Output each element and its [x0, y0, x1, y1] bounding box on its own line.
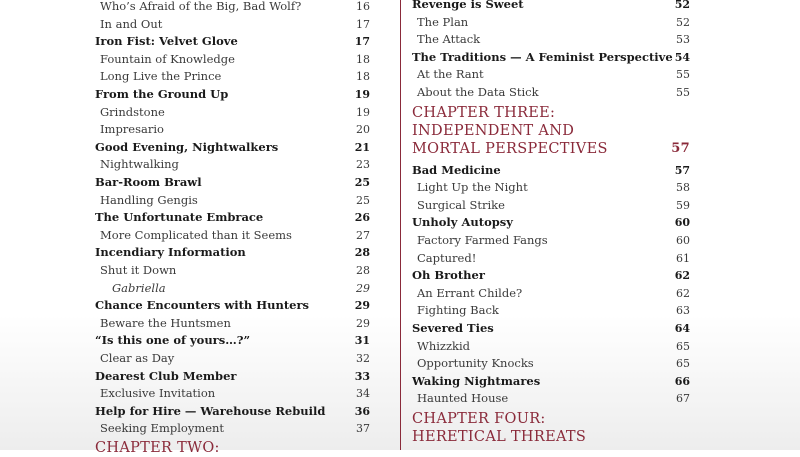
- toc-subsection-entry[interactable]: [412, 302, 690, 319]
- toc-entry-title: The Plan: [417, 14, 469, 29]
- toc-subsection-entry[interactable]: [95, 192, 370, 209]
- toc-entry-page: 21: [354, 140, 370, 154]
- toc-entry-title: Haunted House: [417, 391, 509, 406]
- toc-subsection-entry[interactable]: [412, 390, 690, 407]
- toc-entry-title: Severed Ties: [412, 321, 494, 335]
- chapter-heading[interactable]: [412, 410, 690, 446]
- toc-entry-page: 65: [676, 357, 690, 371]
- toc-entry-title: Oh Brother: [412, 268, 485, 283]
- toc-entry-page: 27: [356, 228, 370, 242]
- toc-entry-title: Impresario: [100, 122, 164, 137]
- toc-entry-page: 52: [676, 15, 690, 29]
- toc-entry-title: Incendiary Information: [95, 245, 246, 260]
- toc-entry-page: 33: [354, 369, 370, 383]
- toc-subsection-entry[interactable]: [412, 66, 690, 83]
- chapter-heading[interactable]: [95, 439, 370, 457]
- toc-entry-page: 20: [356, 123, 370, 137]
- toc-subsection-entry[interactable]: [95, 385, 370, 402]
- toc-section-entry[interactable]: [95, 297, 370, 314]
- toc-entry-title: The Unfortunate Embrace: [95, 210, 264, 225]
- toc-section-entry[interactable]: [95, 86, 370, 103]
- toc-entry-title: An Errant Childe?: [417, 285, 523, 300]
- toc-entry-title: Shut it Down: [100, 263, 177, 277]
- toc-entry-title: Nightwalking: [100, 157, 179, 172]
- toc-subsection-entry[interactable]: [412, 285, 690, 302]
- toc-section-entry[interactable]: [95, 332, 370, 349]
- toc-section-entry[interactable]: [95, 244, 370, 261]
- toc-subsection-entry[interactable]: [95, 262, 370, 279]
- toc-entry-title: Clear as Day: [100, 351, 175, 365]
- toc-subsection-entry[interactable]: [412, 250, 690, 267]
- toc-subsection-entry[interactable]: [95, 51, 370, 68]
- toc-section-entry[interactable]: [95, 174, 370, 191]
- toc-subsection-entry[interactable]: [95, 280, 370, 297]
- chapter-heading-line: INDEPENDENT AND: [412, 122, 575, 139]
- toc-subsection-entry[interactable]: [412, 31, 690, 48]
- toc-section-entry[interactable]: [95, 33, 370, 50]
- toc-entry-title: Beware the Huntsmen: [100, 315, 231, 330]
- toc-entry-title: Unholy Autopsy: [412, 215, 513, 230]
- toc-entry-title: Gabriella: [112, 280, 166, 295]
- toc-entry-title: Who’s Afraid of the Big, Bad Wolf?: [100, 0, 302, 13]
- toc-section-entry[interactable]: [412, 49, 690, 66]
- toc-entry-page: 62: [674, 269, 690, 283]
- toc-entry-page: 52: [674, 0, 690, 11]
- toc-entry-page: 18: [356, 70, 370, 84]
- toc-entry-title: Bad Medicine: [412, 162, 501, 177]
- toc-subsection-entry[interactable]: [412, 197, 690, 214]
- toc-entry-page: 66: [674, 374, 690, 388]
- toc-section-entry[interactable]: [412, 267, 690, 284]
- toc-entry-title: Seeking Employment: [100, 421, 225, 436]
- toc-entry-page: 55: [676, 86, 690, 99]
- toc-entry-page: 63: [676, 304, 690, 318]
- toc-subsection-entry[interactable]: [412, 14, 690, 31]
- toc-subsection-entry[interactable]: [95, 121, 370, 138]
- toc-entry-page: 17: [356, 17, 370, 31]
- toc-entry-title: Whizzkid: [417, 338, 471, 353]
- chapter-heading-line: HERETICAL THREATS: [412, 429, 587, 445]
- toc-entry-page: 32: [356, 352, 370, 365]
- chapter-heading-line: CHAPTER TWO:: [95, 440, 220, 456]
- toc-entry-title: At the Rant: [417, 67, 484, 82]
- toc-entry-page: 29: [356, 316, 370, 330]
- toc-entry-page: 64: [674, 322, 690, 335]
- toc-entry-title: About the Data Stick: [417, 85, 539, 99]
- toc-entry-page: 65: [676, 339, 690, 353]
- toc-section-entry[interactable]: [95, 368, 370, 385]
- toc-entry-title: Surgical Strike: [417, 197, 505, 212]
- chapter-heading-line: CHAPTER THREE:: [412, 104, 556, 121]
- toc-entry-title: In and Out: [100, 16, 163, 31]
- toc-entry-title: Grindstone: [100, 104, 165, 119]
- toc-subsection-entry[interactable]: [95, 16, 370, 33]
- toc-entry-title: Factory Farmed Fangs: [417, 233, 548, 247]
- toc-entry-title: Fountain of Knowledge: [100, 51, 235, 66]
- toc-entry-page: 29: [356, 281, 370, 295]
- toc-entry-title: Iron Fist: Velvet Glove: [95, 34, 238, 49]
- toc-entry-page: 60: [674, 216, 690, 230]
- toc-section-entry[interactable]: [412, 162, 690, 179]
- column-divider: [400, 0, 401, 450]
- toc-entry-title: Captured!: [417, 250, 477, 265]
- toc-entry-page: 37: [356, 422, 370, 436]
- toc-section-entry[interactable]: [95, 209, 370, 226]
- toc-entry-title: The Traditions — A Feminist Perspective: [412, 49, 673, 64]
- toc-entry-page: 54: [674, 50, 690, 64]
- toc-entry-page: 61: [676, 251, 690, 265]
- toc-entry-title: Fighting Back: [417, 303, 499, 318]
- toc-entry-page: 19: [356, 105, 370, 119]
- toc-entry-page: 60: [676, 234, 690, 247]
- toc-entry-page: 28: [356, 264, 370, 277]
- toc-entry-title: Exclusive Invitation: [100, 386, 216, 401]
- toc-entry-page: 29: [354, 299, 370, 313]
- toc-entry-page: 57: [674, 163, 690, 177]
- toc-subsection-entry[interactable]: [412, 355, 690, 372]
- toc-entry-title: Chance Encounters with Hunters: [95, 298, 310, 313]
- toc-entry-title: The Attack: [417, 32, 481, 47]
- toc-subsection-entry[interactable]: [95, 68, 370, 85]
- toc-entry-page: 58: [676, 181, 690, 195]
- toc-entry-title: Good Evening, Nightwalkers: [95, 139, 279, 154]
- toc-subsection-entry[interactable]: [412, 232, 690, 249]
- chapter-page: 57: [671, 140, 690, 156]
- toc-entry-title: Dearest Club Member: [95, 368, 237, 383]
- toc-entry-title: Long Live the Prince: [100, 69, 222, 84]
- toc-section-entry[interactable]: [412, 214, 690, 231]
- toc-subsection-entry[interactable]: [95, 227, 370, 244]
- toc-entry-title: Handling Gengis: [100, 192, 198, 207]
- toc-entry-page: 25: [354, 176, 370, 189]
- toc-entry-title: Light Up the Night: [417, 180, 528, 195]
- toc-entry-title: More Complicated than it Seems: [100, 227, 292, 242]
- toc-subsection-entry[interactable]: [95, 156, 370, 173]
- toc-entry-page: 17: [354, 35, 370, 49]
- toc-entry-page: 23: [356, 158, 370, 172]
- chapter-heading-line: MORTAL PERSPECTIVES: [412, 140, 608, 157]
- toc-entry-page: 55: [676, 68, 690, 82]
- toc-entry-page: 26: [354, 211, 370, 225]
- toc-section-entry[interactable]: [412, 320, 690, 337]
- toc-subsection-entry[interactable]: [95, 350, 370, 367]
- toc-section-entry[interactable]: [412, 0, 690, 13]
- toc-entry-page: 18: [356, 52, 370, 66]
- toc-entry-page: 34: [356, 387, 370, 401]
- toc-entry-title: Bar-Room Brawl: [95, 175, 202, 189]
- toc-entry-title: Revenge is Sweet: [412, 0, 524, 11]
- toc-entry-page: 53: [676, 33, 690, 47]
- toc-entry-page: 25: [356, 193, 370, 207]
- toc-subsection-entry[interactable]: [95, 420, 370, 437]
- toc-entry-page: 62: [676, 286, 690, 300]
- toc-entry-page: 16: [356, 0, 370, 13]
- chapter-heading[interactable]: [412, 104, 690, 158]
- toc-subsection-entry[interactable]: [95, 315, 370, 332]
- toc-entry-title: Opportunity Knocks: [417, 356, 534, 371]
- toc-subsection-entry[interactable]: [412, 179, 690, 196]
- toc-entry-title: Help for Hire — Warehouse Rebuild: [95, 403, 326, 418]
- toc-entry-page: 19: [354, 88, 370, 101]
- toc-entry-page: 67: [676, 392, 690, 406]
- toc-entry-page: 31: [354, 334, 370, 348]
- toc-entry-title: “Is this one of yours…?”: [95, 333, 251, 348]
- toc-entry-page: 59: [676, 198, 690, 212]
- toc-subsection-entry[interactable]: [95, 104, 370, 121]
- toc-entry-title: From the Ground Up: [95, 87, 229, 101]
- toc-section-entry[interactable]: [95, 403, 370, 420]
- chapter-heading-line: CHAPTER FOUR:: [412, 411, 546, 427]
- toc-section-entry[interactable]: [95, 139, 370, 156]
- toc-subsection-entry[interactable]: [412, 84, 690, 101]
- toc-entry-page: 36: [354, 404, 370, 418]
- toc-section-entry[interactable]: [412, 373, 690, 390]
- toc-subsection-entry[interactable]: [412, 338, 690, 355]
- toc-entry-page: 28: [354, 246, 370, 260]
- toc-subsection-entry[interactable]: [95, 0, 370, 15]
- toc-entry-title: Waking Nightmares: [412, 373, 541, 388]
